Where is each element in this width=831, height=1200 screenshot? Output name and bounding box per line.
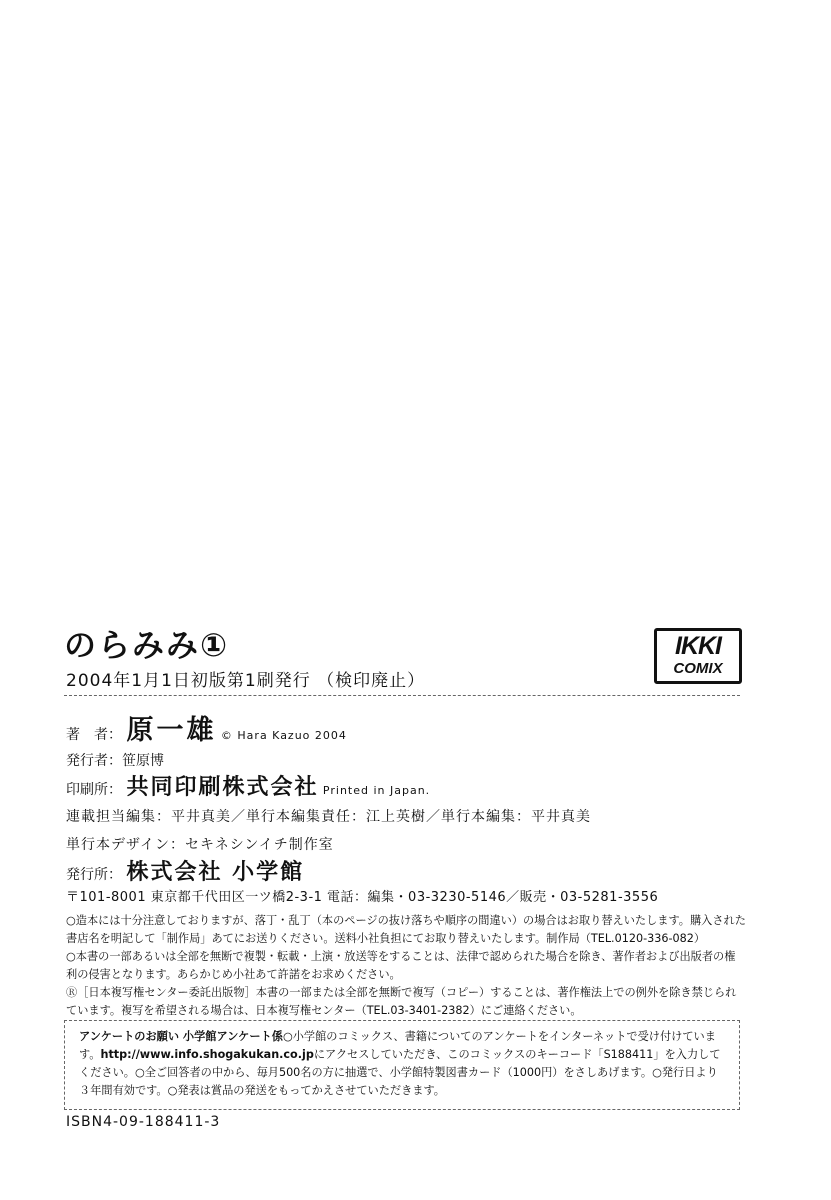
issuer-label: 発行者： — [66, 753, 122, 769]
issuer-name: 笹原博 — [122, 753, 164, 769]
issuer-row — [66, 750, 164, 770]
publisher-name: 株式会社 小学館 — [126, 860, 305, 885]
editors-row: 連載担当編集：平井真美／単行本編集責任：江上英樹／単行本編集：平井真美 — [66, 809, 591, 825]
copyright: © Hara Kazuo 2004 — [220, 729, 347, 742]
divider-top — [64, 695, 740, 696]
note-copyright: ○本書の一部あるいは全部を無断で複製・転載・上演・放送等をすることは、法律で認められた場合を除き、著作者および出版者の権利の侵害となります。あらかじめ小社あて許諾をお求めください。 — [66, 950, 736, 981]
author-name: 原一雄 — [126, 715, 217, 746]
note-copy-center: Ⓡ［日本複写権センター委託出版物］本書の一部または全部を無断で複写（コピー）することは、著作権法上での例外を除き禁じられています。複写を希望される場合は、日本複写権センター（TEL.03-3401-2382）にご連絡ください。 — [66, 986, 737, 1017]
isbn: ISBN4-09-188411-3 — [66, 1114, 221, 1130]
survey-box — [64, 1020, 740, 1110]
logo-line-2: COMIX — [673, 660, 723, 677]
printer-row — [66, 770, 430, 801]
address-line: 〒101-8001 東京都千代田区一ツ橋2-3-1 電話：編集・03-3230-5146／販売・03-5281-3556 — [66, 890, 659, 905]
design-row: 単行本デザイン：セキネシンイチ制作室 — [66, 837, 334, 853]
edition-date: 2004年1月1日初版第1刷発行 （検印廃止） — [66, 671, 426, 691]
printer-label: 印刷所： — [66, 782, 122, 798]
publisher-row — [66, 855, 304, 886]
survey-heading: アンケートのお願い 小学館アンケート係 — [79, 1030, 283, 1043]
survey-body-1: ○小学館のコミックス、書籍についてのアンケートをインターネットで受け付けています。 — [79, 1030, 716, 1061]
legal-notes — [66, 912, 746, 1020]
logo-line-1: IKKI — [675, 632, 721, 660]
survey-url[interactable]: http://www.info.shogakukan.co.jp — [100, 1048, 314, 1061]
ikki-comix-logo — [654, 628, 742, 684]
author-label: 著 者： — [66, 727, 122, 743]
publisher-label: 発行所： — [66, 867, 122, 883]
note-replacement: ○造本には十分注意しておりますが、落丁・乱丁（本のページの抜け落ちや順序の間違い）の場合はお取り替えいたします。購入された書店名を明記して「制作局」あてにお送りください。送料小社負担にてお取り替えいたします。制作局（TEL.0120-336-082） — [66, 914, 746, 945]
printed-in-japan: Printed in Japan. — [322, 784, 431, 797]
printer-name: 共同印刷株式会社 — [126, 775, 319, 800]
survey-body-2: にアクセスしていただき、このコミックスのキーコード「S188411」を入力してください。○全ご回答者の中から、毎月500名の方に抽選で、小学館特製図書カード（1000円）をさしあげます。○発行日より３年間有効です。○発表は賞品の発送をもってかえさせていただきます。 — [79, 1048, 721, 1097]
book-title: のらみみ① — [64, 626, 230, 664]
author-row — [66, 708, 347, 747]
